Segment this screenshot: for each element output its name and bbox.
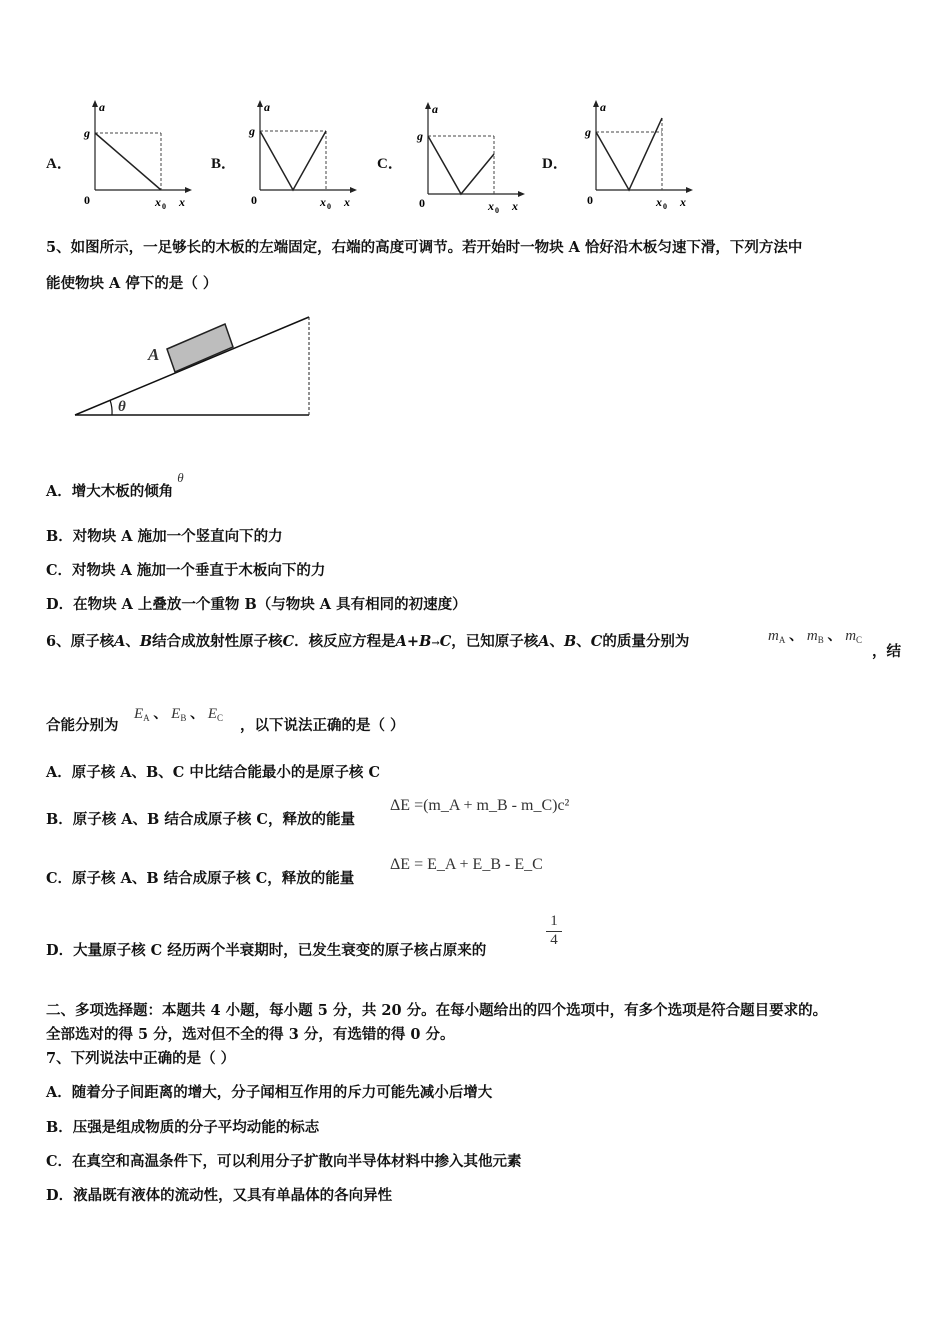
block-a <box>167 324 233 372</box>
x0-sub: 0 <box>327 202 331 211</box>
x-axis-label: x <box>179 195 185 209</box>
q5-option-d: D．在物块 A 上叠放一个重物 B（与物块 A 具有相同的初速度） <box>46 596 467 613</box>
g-label: g <box>585 125 591 139</box>
origin-label: 0 <box>84 193 90 207</box>
section2-instructions-line1: 二、多项选择题：本题共 4 小题，每小题 5 分，共 20 分。在每小题给出的四个选项中，有多个选项是符合题目要求的。 <box>46 1002 828 1019</box>
mass-symbols: $m_A$ 、 $m_B$ 、 $m_C$ <box>768 628 863 645</box>
q5-stem-line1: 5、如图所示，一足够长的木板的左端固定，右端的高度可调节。若开始时一物块 A 恰好沿木板匀速下滑，下列方法中 <box>46 239 803 256</box>
x-axis-label: x <box>512 199 518 213</box>
q7-option-b: B．压强是组成物质的分子平均动能的标志 <box>46 1119 320 1136</box>
q7-option-c: C．在真空和高温条件下，可以利用分子扩散向半导体材料中掺入其他元素 <box>46 1153 522 1170</box>
q7-option-a: A．随着分子间距离的增大，分子闻相互作用的斥力可能先减小后增大 <box>46 1084 493 1101</box>
y-axis-label: a <box>432 102 438 116</box>
q5-option-a-text: A．增大木板的倾角 <box>46 483 174 500</box>
theta-symbol: θ <box>177 470 184 485</box>
graph-option-d-label: D． <box>542 156 568 172</box>
q5-option-c: C．对物块 A 施加一个垂直于木板向下的力 <box>46 562 326 579</box>
q5-option-a <box>46 470 184 501</box>
x0-sub: 0 <box>663 202 667 211</box>
block-label: A <box>148 345 160 364</box>
binding-energy-symbols: $E_A$ 、 $E_B$ 、 $E_C$ <box>134 706 224 723</box>
q6-stem-line2: 合能分别为 <box>46 717 119 734</box>
fraction-numerator: 1 <box>550 913 558 929</box>
q6-option-b-formula: ΔE =(m_A + m_B - m_C)c² <box>390 797 570 814</box>
graph-b <box>240 98 360 213</box>
q6-option-b: B．原子核 A、B 结合成原子核 C，释放的能量 <box>46 811 355 828</box>
x-axis-label: x <box>680 195 686 209</box>
q6-option-a: A．原子核 A、B、C 中比结合能最小的是原子核 C <box>46 764 380 781</box>
origin-label: 0 <box>419 196 425 210</box>
q6-option-c-formula: ΔE = E_A + E_B - E_C <box>390 856 543 873</box>
graph-option-c-label: C． <box>377 156 403 172</box>
x0-label: x <box>656 195 662 209</box>
x0-label: x <box>320 195 326 209</box>
incline-figure <box>70 308 320 423</box>
g-label: g <box>417 129 423 143</box>
graph-line <box>596 118 662 190</box>
graph-line <box>260 131 326 190</box>
graph-line <box>95 133 161 190</box>
graph-option-a-label: A． <box>46 156 72 172</box>
fraction-denominator: 4 <box>550 932 558 948</box>
y-axis-label: a <box>600 100 606 114</box>
x0-label: x <box>155 195 161 209</box>
q5-stem-line2: 能使物块 A 停下的是（ ） <box>46 275 218 292</box>
x-axis-label: x <box>344 195 350 209</box>
q6-stem-line1: 6、原子核A、B结合成放射性原子核C．核反应方程是A+B→C，已知原子核A、B、C的质量分别为 <box>46 633 690 650</box>
section2-instructions-line2: 全部选对的得 5 分，选对但不全的得 3 分，有选错的得 0 分。 <box>46 1026 455 1043</box>
origin-label: 0 <box>587 193 593 207</box>
q6-option-c: C．原子核 A、B 结合成原子核 C，释放的能量 <box>46 870 355 887</box>
q6-option-d: D．大量原子核 C 经历两个半衰期时，已发生衰变的原子核占原来的 <box>46 942 487 959</box>
q6-line2-end: ，以下说法正确的是（ ） <box>240 717 405 734</box>
y-axis-label: a <box>264 100 270 114</box>
graph-a <box>75 98 195 213</box>
y-axis-label: a <box>99 100 105 114</box>
x0-sub: 0 <box>495 206 499 215</box>
graph-line <box>428 136 494 194</box>
origin-label: 0 <box>251 193 257 207</box>
q6-line1-end: ，结 <box>872 643 901 660</box>
x0-sub: 0 <box>162 202 166 211</box>
q7-stem: 7、下列说法中正确的是（ ） <box>46 1050 236 1067</box>
angle-arc <box>110 400 112 415</box>
x0-label: x <box>488 199 494 213</box>
q5-option-b: B．对物块 A 施加一个竖直向下的力 <box>46 528 283 545</box>
q7-option-d: D．液晶既有液体的流动性，又具有单晶体的各向异性 <box>46 1187 393 1204</box>
g-label: g <box>249 124 255 138</box>
graph-c <box>408 100 528 215</box>
fraction-one-quarter <box>546 913 562 949</box>
g-label: g <box>84 126 90 140</box>
angle-label: θ <box>118 399 126 415</box>
graph-d <box>576 98 696 213</box>
graph-option-b-label: B． <box>211 156 237 172</box>
